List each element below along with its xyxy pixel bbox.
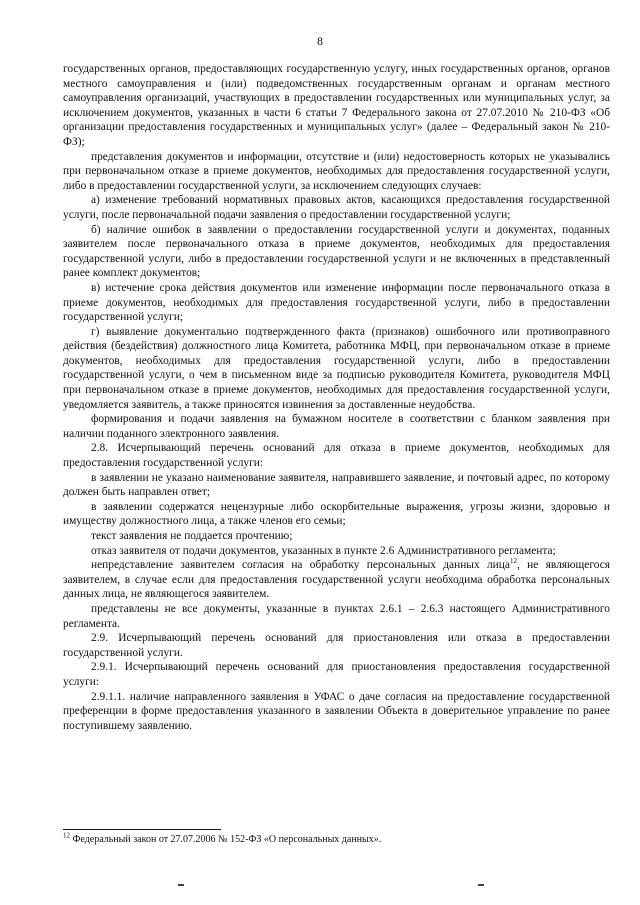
scan-artifact — [478, 884, 484, 886]
footnote — [63, 831, 610, 846]
paragraph: г) выявление документально подтвержденного факта (признаков) ошибочного или противоправного действия (бездействия) должностного лица Комитета, работника МФЦ, при первоначальном отказе в приеме документов, необходимых для предоставления государственной услуги, либо в предоставлении государственной услуги, о чем в письменном виде за подписью руководителя Комитета, руководителя МФЦ при первоначальном отказе в приеме документов, необходимых для предоставления государственной услуги, уведомляется заявитель, а также приносятся извинения за доставленные неудобства. — [63, 325, 610, 411]
paragraph: в) истечение срока действия документов или изменение информации после первоначального отказа в приеме документов, необходимых для предоставления государственной услуги, либо в предоставлении государственной услуги; — [63, 281, 610, 324]
paragraph-text-tail: , не являющегося заявителем, в случае если для предоставления государственной услуги необходима обработка персональных данных лица, не являющегося заявителем. — [63, 559, 610, 601]
paragraph — [63, 558, 610, 602]
footnote-marker: 12 — [63, 831, 70, 840]
paragraph: представления документов и информации, отсутствие и (или) недостоверность которых не указывались при первоначальном отказе в приеме документов, необходимых для предоставления государственной услуги, либо в предоставлении государственной услуги, за исключением следующих случаев: — [63, 150, 610, 192]
paragraph: формирования и подачи заявления на бумажном носителе в соответствии с бланком заявления при наличии поданного электронного заявления. — [63, 413, 610, 440]
paragraph-text: непредставление заявителем согласия на обработку персональных данных лица — [91, 559, 510, 572]
scan-artifact — [178, 884, 184, 886]
paragraph: государственных органов, предоставляющих государственную услугу, иных государственных органов, органов местного самоуправления и (или) подведомственных государственным органам и органам местного самоуправления организаций, участвующих в предоставлении государственных или муниципальных услуг, за исключением документов, указанных в части 6 статьи 7 Федерального закона от 27.07.2010 № 210-ФЗ «Об организации предоставления государственных и муниципальных услуг» (далее – Федеральный закон № 210-ФЗ); — [63, 63, 610, 148]
paragraph: 2.9.1. Исчерпывающий перечень оснований для приостановления предоставления государственной услуги: — [63, 661, 610, 688]
paragraph: представлены не все документы, указанные в пунктах 2.6.1 – 2.6.3 настоящего Административного регламента. — [63, 602, 610, 630]
paragraph: б) наличие ошибок в заявлении о предоставлении государственной услуги и документах, поданных заявителем после первоначального отказа в приеме документов, необходимых для предоставления государственной услуги, либо в предоставлении государственной услуги и не включенных в представленный ранее комплект документов; — [63, 223, 610, 280]
document-body — [63, 62, 610, 733]
paragraph: в заявлении содержатся нецензурные либо оскорбительные выражения, угрозы жизни, здоровью и имуществу должностного лица, а также членов его семьи; — [63, 500, 610, 528]
paragraph: текст заявления не поддается прочтению; — [91, 530, 293, 542]
footnote-text: Федеральный закон от 27.07.2006 № 152-ФЗ «О персональных данных». — [70, 834, 382, 845]
page-number: 8 — [317, 34, 323, 48]
paragraph: 2.9.1.1. наличие направленного заявления в УФАС о даче согласия на предоставление государственной преференции в форме предоставления указанного в заявлении Объекта в доверительное управление по ранее поступившему заявлению. — [63, 690, 610, 732]
paragraph: в заявлении не указано наименование заявителя, направившего заявление, и почтовый адрес, по которому должен быть направлен ответ; — [63, 471, 610, 499]
paragraph: а) изменение требований нормативных правовых актов, касающихся предоставления государственной услуги, после первоначальной подачи заявления о предоставлении государственной услуги; — [63, 194, 610, 221]
paragraph: отказ заявителя от подачи документов, указанных в пункте 2.6 Административного регламента; — [91, 544, 556, 557]
paragraph: 2.9. Исчерпывающий перечень оснований для приостановления или отказа в предоставлении государственной услуги. — [63, 632, 610, 659]
footnote-reference: 12 — [509, 557, 517, 566]
paragraph: 2.8. Исчерпывающий перечень оснований для отказа в приеме документов, необходимых для предоставления государственной услуги: — [63, 442, 610, 470]
footnote-divider — [63, 829, 221, 830]
